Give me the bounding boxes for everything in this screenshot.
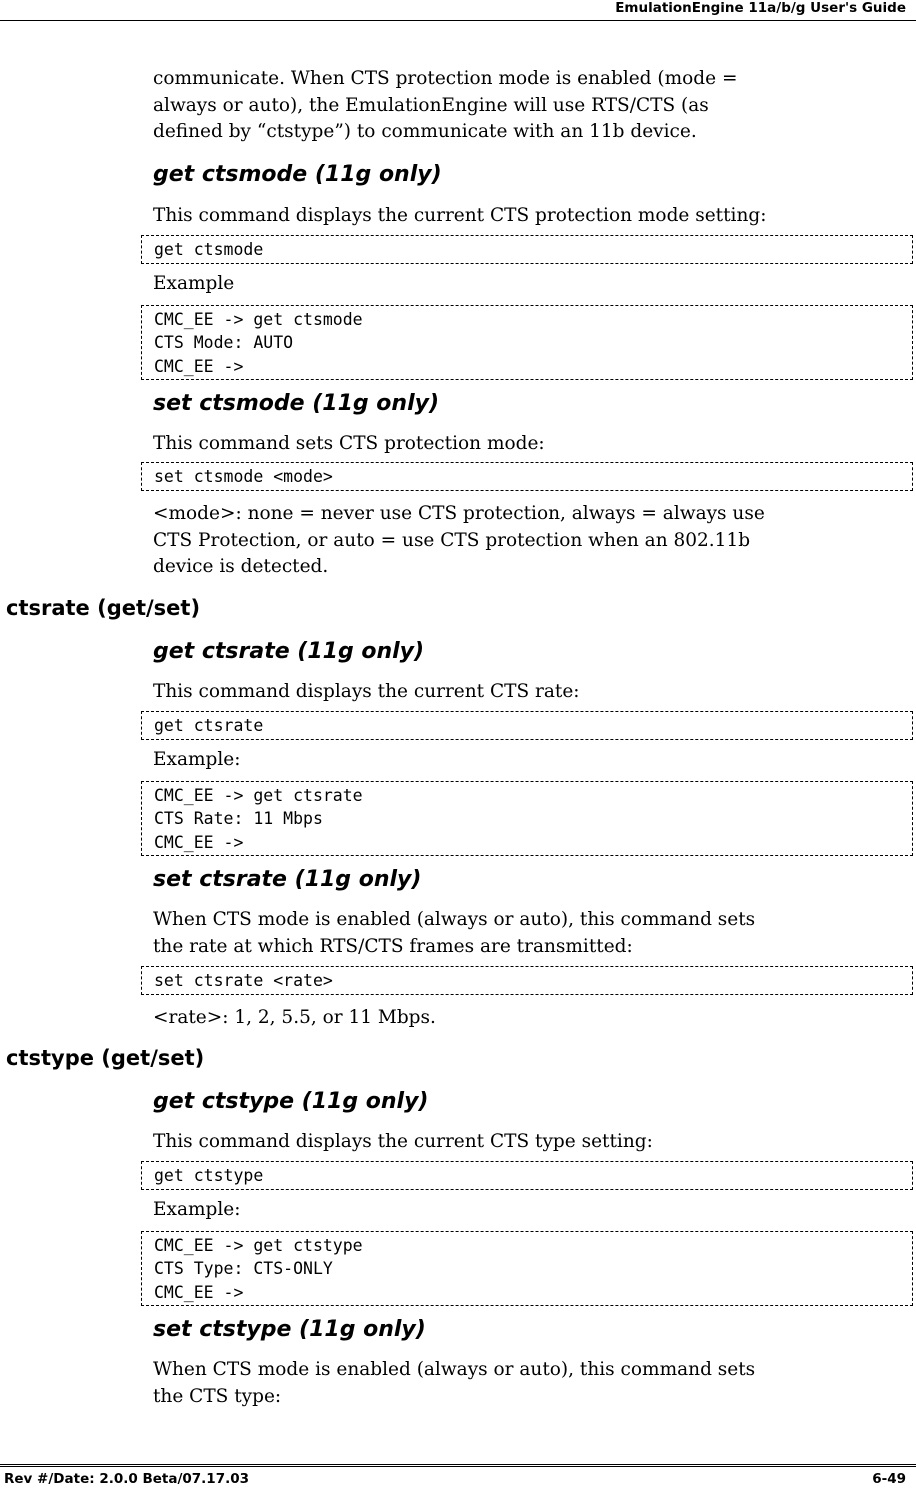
code-block-set-ctsrate: set ctsrate <rate> (141, 966, 913, 995)
paragraph-line: When CTS mode is enabled (always or auto), this command sets (153, 909, 756, 930)
example-label: Example (153, 273, 235, 294)
heading-set-ctsmode: set ctsmode (11g only) (153, 391, 439, 416)
intro-paragraph (153, 66, 893, 146)
intro-line: communicate. When CTS protection mode is enabled (mode = (153, 68, 738, 89)
code-block-get-ctsmode: get ctsmode (141, 235, 913, 264)
mode-description (153, 501, 893, 581)
footer-revision: Rev #/Date: 2.0.0 Beta/07.17.03 (4, 1471, 250, 1487)
intro-line: always or auto), the EmulationEngine will use RTS/CTS (as (153, 94, 709, 116)
paragraph-line: the rate at which RTS/CTS frames are transmitted: (153, 935, 633, 957)
code-block-get-ctsrate: get ctsrate (141, 711, 913, 740)
mode-description-line: device is detected. (153, 556, 329, 577)
intro-line: defined by “ctstype”) to communicate with an 11b device. (153, 121, 697, 142)
section-heading-ctsrate: ctsrate (get/set) (6, 596, 201, 620)
paragraph-set-ctsrate (153, 907, 893, 960)
mode-description-line: CTS Protection, or auto = use CTS protection when an 802.11b (153, 529, 751, 551)
heading-get-ctsrate: get ctsrate (11g only) (153, 639, 425, 664)
code-block-example-ctsrate: CMC_EE -> get ctsrate CTS Rate: 11 Mbps CMC_EE -> (141, 781, 913, 856)
code-block-example-ctstype: CMC_EE -> get ctstype CTS Type: CTS-ONLY CMC_EE -> (141, 1231, 913, 1306)
code-block-example-ctsmode: CMC_EE -> get ctsmode CTS Mode: AUTO CMC_EE -> (141, 305, 913, 380)
code-block-get-ctstype: get ctstype (141, 1161, 913, 1190)
paragraph-get-ctstype: This command displays the current CTS type setting: (153, 1131, 653, 1152)
page-header (0, 0, 916, 21)
heading-set-ctstype: set ctstype (11g only) (153, 1317, 426, 1342)
heading-get-ctstype: get ctstype (11g only) (153, 1089, 429, 1114)
paragraph-line: When CTS mode is enabled (always or auto), this command sets (153, 1359, 756, 1380)
paragraph-line: the CTS type: (153, 1385, 282, 1407)
paragraph-set-ctstype (153, 1357, 893, 1410)
rate-description: <rate>: 1, 2, 5.5, or 11 Mbps. (153, 1007, 436, 1028)
header-title: EmulationEngine 11a/b/g User's Guide (615, 0, 906, 16)
page-footer (0, 1464, 916, 1492)
mode-description-line: <mode>: none = never use CTS protection, always = always use (153, 503, 765, 524)
heading-set-ctsrate: set ctsrate (11g only) (153, 867, 422, 892)
paragraph-set-ctsmode: This command sets CTS protection mode: (153, 433, 545, 454)
code-block-set-ctsmode: set ctsmode <mode> (141, 462, 913, 491)
paragraph-get-ctsrate: This command displays the current CTS rate: (153, 681, 580, 702)
example-label: Example: (153, 749, 241, 770)
section-heading-ctstype: ctstype (get/set) (6, 1046, 205, 1070)
page-number: 6-49 (872, 1471, 906, 1487)
example-label: Example: (153, 1199, 241, 1220)
paragraph-get-ctsmode: This command displays the current CTS protection mode setting: (153, 205, 767, 226)
heading-get-ctsmode: get ctsmode (11g only) (153, 162, 442, 187)
